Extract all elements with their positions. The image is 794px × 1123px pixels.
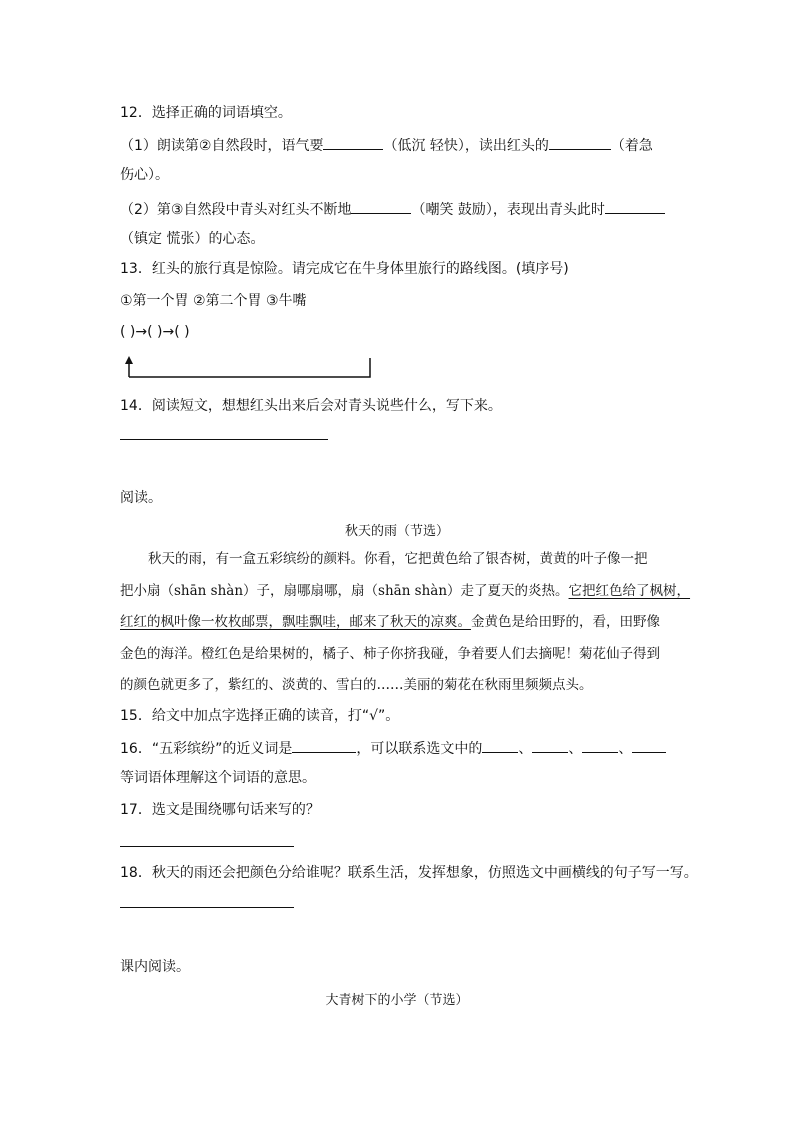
q18-title: 18．秋天的雨还会把颜色分给谁呢？联系生活，发挥想象，仿照选文中画横线的句子写一写。	[120, 865, 698, 881]
q13-route[interactable]: ( )→( )→( )	[120, 324, 190, 340]
q16-line2: 等词语体理解这个词语的意思。	[120, 770, 316, 786]
passage1-line2-a: 把小扇（shān shàn）子，扇哪扇哪，扇（shān shàn）走了夏天的炎热。	[120, 583, 569, 599]
q16-blank-4[interactable]	[632, 738, 666, 753]
q16-blank-1[interactable]	[482, 738, 518, 753]
q12-p1-text-b: （低沉 轻快），读出红头的	[383, 138, 549, 154]
q17-title: 17．选文是围绕哪句话来写的？	[120, 802, 320, 818]
q12-title: 12．选择正确的词语填空。	[120, 105, 292, 121]
q15-title: 15．给文中加点字选择正确的读音，打“√”。	[120, 708, 400, 724]
q14-answer-line[interactable]	[120, 439, 328, 440]
q18-answer-line[interactable]	[120, 907, 294, 908]
q12-blank-4[interactable]	[605, 199, 665, 214]
q16-text-b: ，可以联系选文中的	[356, 741, 483, 757]
passage1-line4: 金色的海洋。橙红色是给果树的，橘子、柿子你挤我碰，争着要人们去摘呢！菊花仙子得到	[120, 646, 660, 662]
q12-p2-text-a: （2）第③自然段中青头对红头不断地	[120, 202, 352, 218]
q12-p2-text-b: （嘲笑 鼓励），表现出青头此时	[411, 202, 605, 218]
route-return-arrow	[120, 352, 380, 382]
q16-blank-2[interactable]	[532, 738, 568, 753]
passage1-title: 秋天的雨（节选）	[344, 524, 449, 539]
section2-label: 课内阅读。	[120, 959, 190, 975]
q16-sep-2: 、	[568, 741, 583, 757]
q12-blank-1[interactable]	[323, 135, 383, 150]
q12-part1	[120, 135, 653, 155]
q12-part2	[120, 199, 665, 219]
passage2-title: 大青树下的小学（节选）	[325, 993, 469, 1008]
q14-title: 14．阅读短文，想想红头出来后会对青头说些什么，写下来。	[120, 398, 502, 414]
passage1-line3	[120, 613, 660, 631]
q12-blank-3[interactable]	[351, 199, 411, 214]
q13-title: 13．红头的旅行真是惊险。请完成它在牛身体里旅行的路线图。(填序号)	[120, 261, 569, 277]
passage1-line5: 的颜色就更多了，紫红的、淡黄的、雪白的……美丽的菊花在秋雨里频频点头。	[120, 677, 593, 693]
q16-blank-3[interactable]	[582, 738, 618, 753]
q16-line1	[120, 738, 666, 758]
q12-p2-text-c: （镇定 慌张）的心态。	[120, 231, 265, 247]
passage1-line2	[120, 582, 690, 600]
passage1-underlined-2: 红红的枫叶像一枚枚邮票，飘哇飘哇，邮来了秋天的凉爽。	[120, 614, 471, 630]
q12-p1-text-c: （着急	[610, 138, 653, 154]
q16-sep-3: 、	[618, 741, 633, 757]
q12-p1-text-a: （1）朗读第②自然段时，语气要	[120, 138, 324, 154]
q16-sep-1: 、	[518, 741, 533, 757]
q16-text-a: 16．“五彩缤纷”的近义词是	[120, 741, 293, 757]
q16-blank-synonym[interactable]	[292, 738, 356, 753]
q12-blank-2[interactable]	[549, 135, 611, 150]
passage1-line3-b: 金黄色是给田野的，看，田野像	[471, 614, 660, 630]
section1-label: 阅读。	[120, 490, 162, 506]
q13-options: ①第一个胃 ②第二个胃 ③牛嘴	[120, 293, 307, 309]
passage1-underlined-1: 它把红色给了枫树，	[568, 583, 691, 599]
q17-answer-line[interactable]	[120, 846, 294, 847]
passage1-line1: 秋天的雨，有一盒五彩缤纷的颜料。你看，它把黄色给了银杏树，黄黄的叶子像一把	[148, 551, 648, 567]
q12-p1-text-d: 伤心）。	[120, 167, 169, 183]
